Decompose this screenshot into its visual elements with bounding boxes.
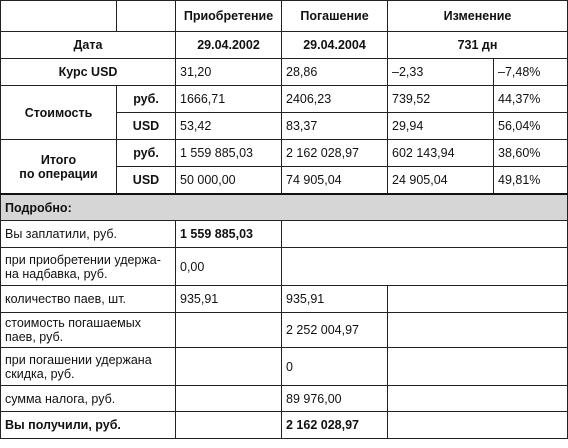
redeemed-value-empty [388,313,568,348]
received-row [1,412,568,439]
cost-usd-change-abs: 29,94 [388,113,494,140]
date-row [1,32,568,59]
usd-rate-change-pct: –7,48% [494,59,568,86]
cost-rub-unit: руб. [117,86,176,113]
markup-row [1,248,568,286]
details-heading: Подробно: [1,194,568,221]
redeemed-value-label: стоимость погашаемых паев, руб. [1,313,176,348]
details-heading-row [1,194,568,221]
cost-usd-change-pct: 56,04% [494,113,568,140]
cost-rub-change-abs: 739,52 [388,86,494,113]
redeemed-value-redemption: 2 252 004,97 [282,313,388,348]
received-label: Вы получили, руб. [1,412,176,439]
cost-usd-redemption: 83,37 [282,113,388,140]
header-empty-cell [1,1,117,32]
tax-row [1,386,568,412]
cost-rub-redemption: 2406,23 [282,86,388,113]
markup-acquisition: 0,00 [176,248,282,286]
date-redemption: 29.04.2004 [282,32,388,59]
paid-redemption [282,221,568,248]
received-redemption: 2 162 028,97 [282,412,388,439]
received-empty [388,412,568,439]
paid-label: Вы заплатили, руб. [1,221,176,248]
redeemed-value-row [1,313,568,348]
units-row [1,286,568,313]
total-rub-acquisition: 1 559 885,03 [176,140,282,167]
header-change: Изменение [388,1,568,32]
total-rub-unit: руб. [117,140,176,167]
usd-rate-change-abs: –2,33 [388,59,494,86]
units-acquisition: 935,91 [176,286,282,313]
tax-label: сумма налога, руб. [1,386,176,412]
header-row [1,1,568,32]
discount-empty [388,348,568,386]
received-acquisition [176,412,282,439]
usd-rate-label: Курс USD [1,59,176,86]
usd-rate-acquisition: 31,20 [176,59,282,86]
cost-rub-acquisition: 1666,71 [176,86,282,113]
discount-row [1,348,568,386]
total-rub-change-abs: 602 143,94 [388,140,494,167]
cost-rub-change-pct: 44,37% [494,86,568,113]
cost-rub-row [1,86,568,113]
header-redemption: Погашение [282,1,388,32]
total-rub-row [1,140,568,167]
usd-rate-redemption: 28,86 [282,59,388,86]
total-label [1,140,117,195]
redeemed-value-acquisition [176,313,282,348]
total-label-line1: Итого [40,152,77,167]
header-empty-cell [117,1,176,32]
total-rub-redemption: 2 162 028,97 [282,140,388,167]
tax-empty [388,386,568,412]
total-usd-unit: USD [117,167,176,195]
units-empty [388,286,568,313]
total-rub-change-pct: 38,60% [494,140,568,167]
usd-rate-row [1,59,568,86]
tax-acquisition [176,386,282,412]
date-label: Дата [1,32,176,59]
units-redemption: 935,91 [282,286,388,313]
header-acquisition: Приобретение [176,1,282,32]
cost-usd-unit: USD [117,113,176,140]
date-acquisition: 29.04.2002 [176,32,282,59]
total-usd-redemption: 74 905,04 [282,167,388,195]
paid-row [1,221,568,248]
cost-usd-acquisition: 53,42 [176,113,282,140]
markup-redemption [282,248,568,286]
markup-label: при приобретении удержа-на надбавка, руб. [1,248,176,286]
total-label-line2: по операции [19,166,98,181]
total-usd-acquisition: 50 000,00 [176,167,282,195]
discount-label: при погашении удержана скидка, руб. [1,348,176,386]
discount-acquisition [176,348,282,386]
discount-redemption: 0 [282,348,388,386]
tax-redemption: 89 976,00 [282,386,388,412]
cost-label: Стоимость [1,86,117,140]
units-label: количество паев, шт. [1,286,176,313]
total-usd-change-pct: 49,81% [494,167,568,195]
date-change: 731 дн [388,32,568,59]
total-usd-change-abs: 24 905,04 [388,167,494,195]
paid-acquisition: 1 559 885,03 [176,221,282,248]
